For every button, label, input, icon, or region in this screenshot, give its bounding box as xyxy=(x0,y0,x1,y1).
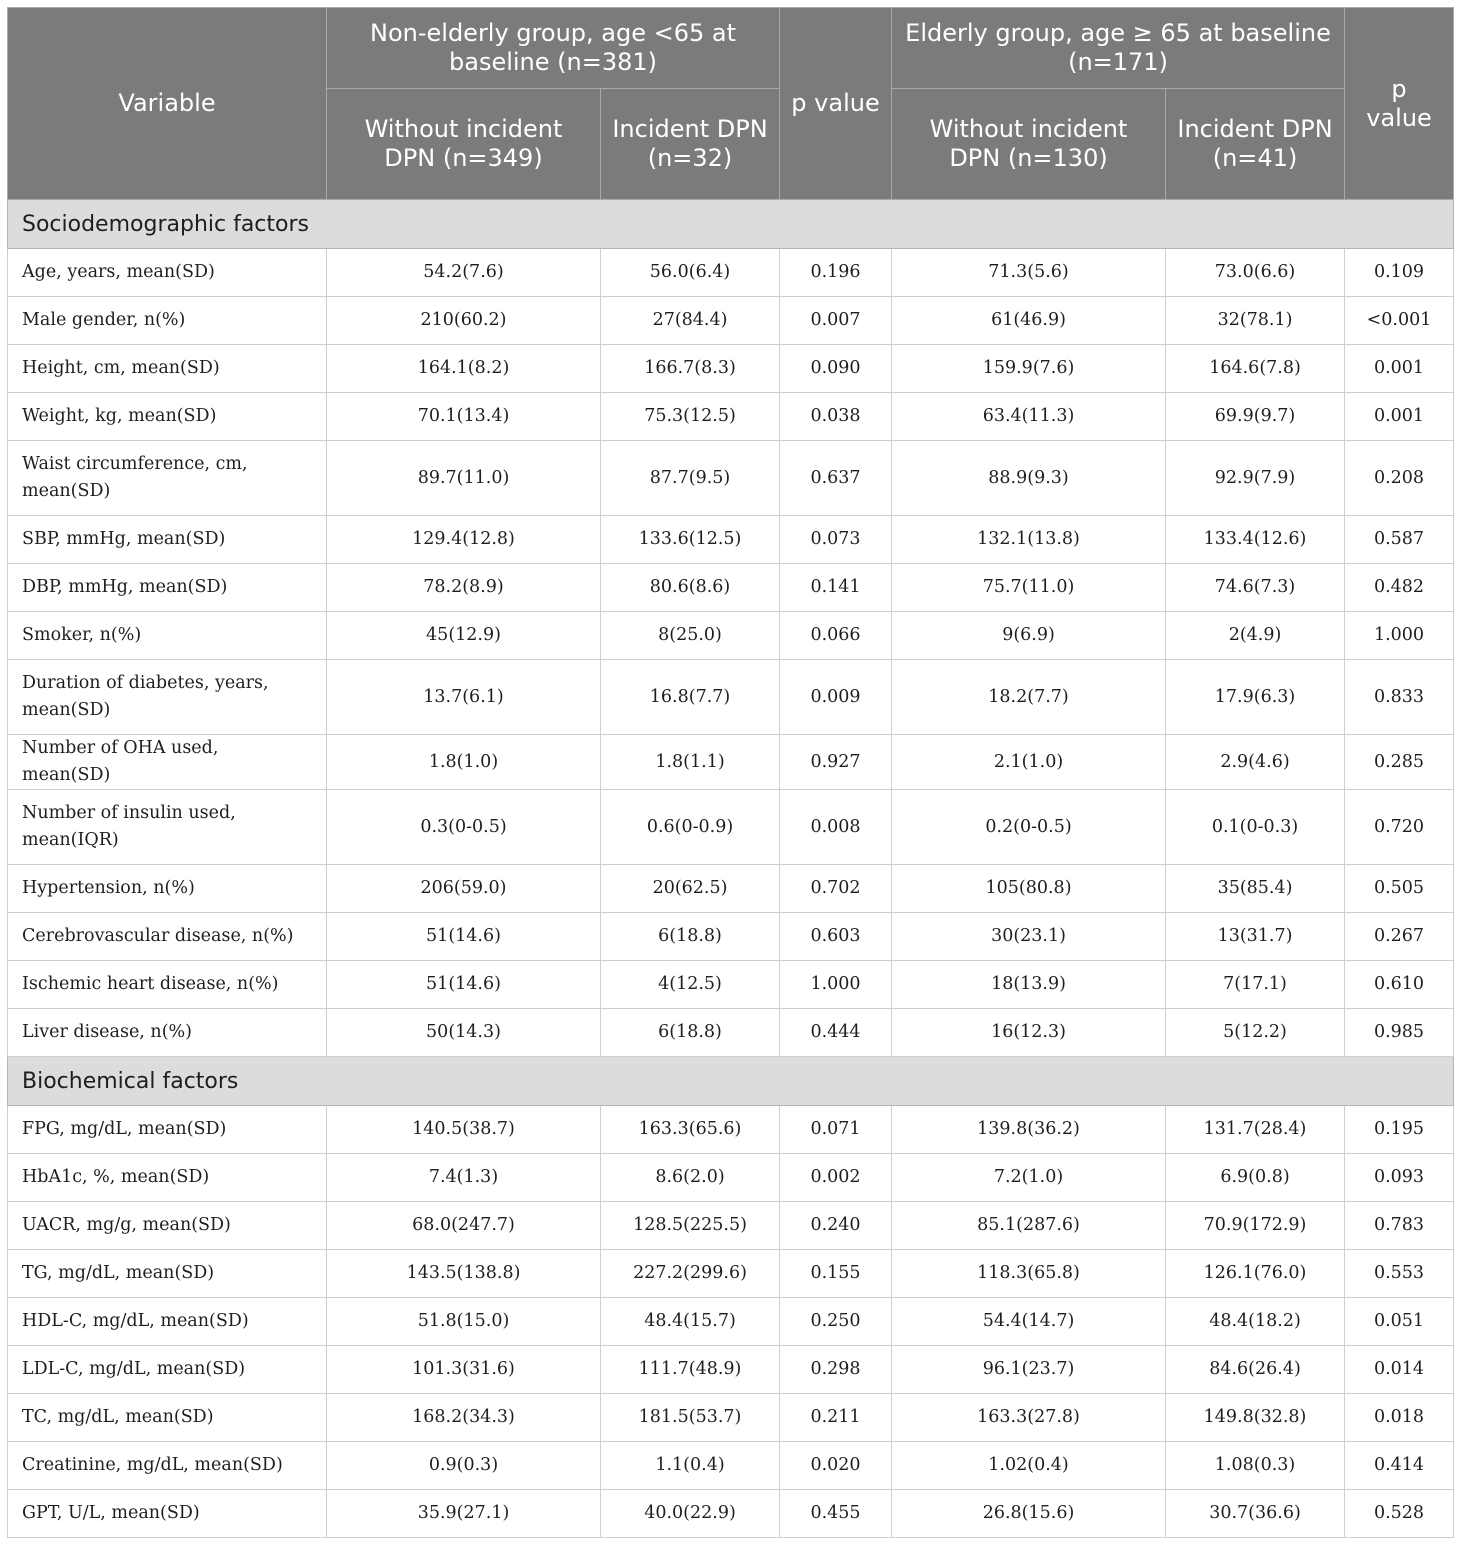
header-non-elderly-p-value: p value xyxy=(780,8,892,200)
section-title: Biochemical factors xyxy=(8,1057,1454,1106)
elderly-p-value-cell: 0.001 xyxy=(1345,393,1454,441)
section-title: Sociodemographic factors xyxy=(8,200,1454,249)
non-elderly-without-dpn-cell: 168.2(34.3) xyxy=(327,1394,601,1442)
non-elderly-without-dpn-cell: 51(14.6) xyxy=(327,961,601,1009)
header-non-elderly-group: Non-elderly group, age <65 at baseline (n=381) xyxy=(327,8,780,89)
elderly-p-value-cell: 0.482 xyxy=(1345,564,1454,612)
elderly-p-value-cell: 0.528 xyxy=(1345,1490,1454,1538)
table-row xyxy=(8,660,1454,735)
header-non-elderly-incident-dpn: Incident DPN (n=32) xyxy=(601,89,780,200)
non-elderly-incident-dpn-cell: 133.6(12.5) xyxy=(601,516,780,564)
elderly-without-dpn-cell: 118.3(65.8) xyxy=(892,1250,1166,1298)
non-elderly-incident-dpn-cell: 40.0(22.9) xyxy=(601,1490,780,1538)
elderly-p-value-cell: 0.610 xyxy=(1345,961,1454,1009)
variable-cell: HbA1c, %, mean(SD) xyxy=(8,1154,327,1202)
variable-cell: Duration of diabetes, years, mean(SD) xyxy=(8,660,327,735)
elderly-without-dpn-cell: 2.1(1.0) xyxy=(892,735,1166,790)
non-elderly-without-dpn-cell: 129.4(12.8) xyxy=(327,516,601,564)
table-row xyxy=(8,1009,1454,1057)
elderly-without-dpn-cell: 132.1(13.8) xyxy=(892,516,1166,564)
non-elderly-p-value-cell: 1.000 xyxy=(780,961,892,1009)
non-elderly-p-value-cell: 0.927 xyxy=(780,735,892,790)
non-elderly-p-value-cell: 0.071 xyxy=(780,1106,892,1154)
non-elderly-p-value-cell: 0.008 xyxy=(780,790,892,865)
elderly-p-value-cell: 0.505 xyxy=(1345,865,1454,913)
variable-cell: Liver disease, n(%) xyxy=(8,1009,327,1057)
elderly-p-value-cell: 0.833 xyxy=(1345,660,1454,735)
variable-cell: Height, cm, mean(SD) xyxy=(8,345,327,393)
variable-cell: Cerebrovascular disease, n(%) xyxy=(8,913,327,961)
non-elderly-without-dpn-cell: 0.9(0.3) xyxy=(327,1442,601,1490)
non-elderly-p-value-cell: 0.009 xyxy=(780,660,892,735)
non-elderly-without-dpn-cell: 210(60.2) xyxy=(327,297,601,345)
elderly-incident-dpn-cell: 73.0(6.6) xyxy=(1166,249,1345,297)
non-elderly-incident-dpn-cell: 8.6(2.0) xyxy=(601,1154,780,1202)
dpn-baseline-table xyxy=(7,7,1454,1538)
elderly-p-value-cell: 0.001 xyxy=(1345,345,1454,393)
variable-cell: SBP, mmHg, mean(SD) xyxy=(8,516,327,564)
elderly-p-value-cell: <0.001 xyxy=(1345,297,1454,345)
elderly-incident-dpn-cell: 164.6(7.8) xyxy=(1166,345,1345,393)
non-elderly-incident-dpn-cell: 0.6(0-0.9) xyxy=(601,790,780,865)
table-body xyxy=(8,200,1454,1538)
elderly-without-dpn-cell: 105(80.8) xyxy=(892,865,1166,913)
header-elderly-group: Elderly group, age ≥ 65 at baseline (n=171) xyxy=(892,8,1345,89)
non-elderly-incident-dpn-cell: 27(84.4) xyxy=(601,297,780,345)
table-row xyxy=(8,735,1454,790)
elderly-incident-dpn-cell: 30.7(36.6) xyxy=(1166,1490,1345,1538)
table-row xyxy=(8,913,1454,961)
elderly-incident-dpn-cell: 0.1(0-0.3) xyxy=(1166,790,1345,865)
elderly-p-value-cell: 0.208 xyxy=(1345,441,1454,516)
non-elderly-p-value-cell: 0.073 xyxy=(780,516,892,564)
elderly-incident-dpn-cell: 2(4.9) xyxy=(1166,612,1345,660)
elderly-incident-dpn-cell: 92.9(7.9) xyxy=(1166,441,1345,516)
elderly-without-dpn-cell: 61(46.9) xyxy=(892,297,1166,345)
elderly-incident-dpn-cell: 131.7(28.4) xyxy=(1166,1106,1345,1154)
variable-cell: Hypertension, n(%) xyxy=(8,865,327,913)
non-elderly-without-dpn-cell: 50(14.3) xyxy=(327,1009,601,1057)
table-row xyxy=(8,1154,1454,1202)
elderly-p-value-cell: 1.000 xyxy=(1345,612,1454,660)
variable-cell: LDL-C, mg/dL, mean(SD) xyxy=(8,1346,327,1394)
table-row xyxy=(8,249,1454,297)
elderly-without-dpn-cell: 18(13.9) xyxy=(892,961,1166,1009)
table-row xyxy=(8,564,1454,612)
non-elderly-p-value-cell: 0.444 xyxy=(780,1009,892,1057)
variable-cell: FPG, mg/dL, mean(SD) xyxy=(8,1106,327,1154)
non-elderly-p-value-cell: 0.002 xyxy=(780,1154,892,1202)
table-row xyxy=(8,1106,1454,1154)
elderly-p-value-cell: 0.051 xyxy=(1345,1298,1454,1346)
non-elderly-without-dpn-cell: 70.1(13.4) xyxy=(327,393,601,441)
non-elderly-without-dpn-cell: 78.2(8.9) xyxy=(327,564,601,612)
non-elderly-p-value-cell: 0.455 xyxy=(780,1490,892,1538)
non-elderly-p-value-cell: 0.240 xyxy=(780,1202,892,1250)
elderly-p-value-cell: 0.267 xyxy=(1345,913,1454,961)
non-elderly-incident-dpn-cell: 87.7(9.5) xyxy=(601,441,780,516)
table-row xyxy=(8,1490,1454,1538)
variable-cell: Number of OHA used, mean(SD) xyxy=(8,735,327,790)
elderly-without-dpn-cell: 139.8(36.2) xyxy=(892,1106,1166,1154)
elderly-p-value-cell: 0.018 xyxy=(1345,1394,1454,1442)
non-elderly-without-dpn-cell: 45(12.9) xyxy=(327,612,601,660)
elderly-without-dpn-cell: 7.2(1.0) xyxy=(892,1154,1166,1202)
non-elderly-p-value-cell: 0.603 xyxy=(780,913,892,961)
variable-cell: Age, years, mean(SD) xyxy=(8,249,327,297)
non-elderly-without-dpn-cell: 101.3(31.6) xyxy=(327,1346,601,1394)
elderly-incident-dpn-cell: 74.6(7.3) xyxy=(1166,564,1345,612)
elderly-incident-dpn-cell: 32(78.1) xyxy=(1166,297,1345,345)
elderly-without-dpn-cell: 63.4(11.3) xyxy=(892,393,1166,441)
non-elderly-incident-dpn-cell: 20(62.5) xyxy=(601,865,780,913)
non-elderly-without-dpn-cell: 206(59.0) xyxy=(327,865,601,913)
non-elderly-without-dpn-cell: 13.7(6.1) xyxy=(327,660,601,735)
elderly-p-value-cell: 0.783 xyxy=(1345,1202,1454,1250)
variable-cell: DBP, mmHg, mean(SD) xyxy=(8,564,327,612)
non-elderly-p-value-cell: 0.007 xyxy=(780,297,892,345)
variable-cell: Creatinine, mg/dL, mean(SD) xyxy=(8,1442,327,1490)
elderly-incident-dpn-cell: 6.9(0.8) xyxy=(1166,1154,1345,1202)
table-row xyxy=(8,1442,1454,1490)
header-elderly-p-value: p value xyxy=(1345,8,1454,200)
header-elderly-incident-dpn: Incident DPN (n=41) xyxy=(1166,89,1345,200)
non-elderly-without-dpn-cell: 89.7(11.0) xyxy=(327,441,601,516)
elderly-without-dpn-cell: 75.7(11.0) xyxy=(892,564,1166,612)
variable-cell: Ischemic heart disease, n(%) xyxy=(8,961,327,1009)
elderly-without-dpn-cell: 163.3(27.8) xyxy=(892,1394,1166,1442)
non-elderly-p-value-cell: 0.211 xyxy=(780,1394,892,1442)
non-elderly-p-value-cell: 0.298 xyxy=(780,1346,892,1394)
non-elderly-incident-dpn-cell: 6(18.8) xyxy=(601,913,780,961)
non-elderly-without-dpn-cell: 68.0(247.7) xyxy=(327,1202,601,1250)
non-elderly-without-dpn-cell: 140.5(38.7) xyxy=(327,1106,601,1154)
variable-cell: Waist circumference, cm, mean(SD) xyxy=(8,441,327,516)
elderly-p-value-cell: 0.587 xyxy=(1345,516,1454,564)
elderly-incident-dpn-cell: 7(17.1) xyxy=(1166,961,1345,1009)
elderly-p-value-cell: 0.414 xyxy=(1345,1442,1454,1490)
elderly-incident-dpn-cell: 13(31.7) xyxy=(1166,913,1345,961)
table-container xyxy=(7,7,1453,1538)
non-elderly-p-value-cell: 0.038 xyxy=(780,393,892,441)
table-row xyxy=(8,1250,1454,1298)
non-elderly-without-dpn-cell: 7.4(1.3) xyxy=(327,1154,601,1202)
non-elderly-incident-dpn-cell: 56.0(6.4) xyxy=(601,249,780,297)
table-row xyxy=(8,790,1454,865)
non-elderly-p-value-cell: 0.066 xyxy=(780,612,892,660)
non-elderly-incident-dpn-cell: 8(25.0) xyxy=(601,612,780,660)
non-elderly-incident-dpn-cell: 128.5(225.5) xyxy=(601,1202,780,1250)
non-elderly-p-value-cell: 0.141 xyxy=(780,564,892,612)
elderly-without-dpn-cell: 9(6.9) xyxy=(892,612,1166,660)
elderly-without-dpn-cell: 18.2(7.7) xyxy=(892,660,1166,735)
variable-cell: Weight, kg, mean(SD) xyxy=(8,393,327,441)
non-elderly-p-value-cell: 0.020 xyxy=(780,1442,892,1490)
elderly-without-dpn-cell: 0.2(0-0.5) xyxy=(892,790,1166,865)
elderly-p-value-cell: 0.014 xyxy=(1345,1346,1454,1394)
section-row xyxy=(8,1057,1454,1106)
elderly-incident-dpn-cell: 2.9(4.6) xyxy=(1166,735,1345,790)
non-elderly-p-value-cell: 0.155 xyxy=(780,1250,892,1298)
elderly-p-value-cell: 0.093 xyxy=(1345,1154,1454,1202)
elderly-incident-dpn-cell: 17.9(6.3) xyxy=(1166,660,1345,735)
variable-cell: Number of insulin used, mean(IQR) xyxy=(8,790,327,865)
elderly-without-dpn-cell: 16(12.3) xyxy=(892,1009,1166,1057)
table-header xyxy=(8,8,1454,200)
non-elderly-incident-dpn-cell: 48.4(15.7) xyxy=(601,1298,780,1346)
elderly-without-dpn-cell: 88.9(9.3) xyxy=(892,441,1166,516)
elderly-p-value-cell: 0.553 xyxy=(1345,1250,1454,1298)
elderly-without-dpn-cell: 54.4(14.7) xyxy=(892,1298,1166,1346)
elderly-incident-dpn-cell: 84.6(26.4) xyxy=(1166,1346,1345,1394)
elderly-without-dpn-cell: 1.02(0.4) xyxy=(892,1442,1166,1490)
non-elderly-without-dpn-cell: 0.3(0-0.5) xyxy=(327,790,601,865)
non-elderly-incident-dpn-cell: 1.1(0.4) xyxy=(601,1442,780,1490)
non-elderly-p-value-cell: 0.637 xyxy=(780,441,892,516)
non-elderly-incident-dpn-cell: 181.5(53.7) xyxy=(601,1394,780,1442)
elderly-p-value-cell: 0.985 xyxy=(1345,1009,1454,1057)
non-elderly-incident-dpn-cell: 16.8(7.7) xyxy=(601,660,780,735)
non-elderly-incident-dpn-cell: 163.3(65.6) xyxy=(601,1106,780,1154)
non-elderly-without-dpn-cell: 51.8(15.0) xyxy=(327,1298,601,1346)
elderly-incident-dpn-cell: 1.08(0.3) xyxy=(1166,1442,1345,1490)
non-elderly-p-value-cell: 0.702 xyxy=(780,865,892,913)
table-row xyxy=(8,961,1454,1009)
table-row xyxy=(8,865,1454,913)
variable-cell: UACR, mg/g, mean(SD) xyxy=(8,1202,327,1250)
table-row xyxy=(8,612,1454,660)
elderly-without-dpn-cell: 159.9(7.6) xyxy=(892,345,1166,393)
variable-cell: Smoker, n(%) xyxy=(8,612,327,660)
table-row xyxy=(8,393,1454,441)
table-row xyxy=(8,345,1454,393)
elderly-incident-dpn-cell: 149.8(32.8) xyxy=(1166,1394,1345,1442)
non-elderly-without-dpn-cell: 1.8(1.0) xyxy=(327,735,601,790)
non-elderly-without-dpn-cell: 35.9(27.1) xyxy=(327,1490,601,1538)
non-elderly-without-dpn-cell: 164.1(8.2) xyxy=(327,345,601,393)
elderly-incident-dpn-cell: 35(85.4) xyxy=(1166,865,1345,913)
elderly-without-dpn-cell: 26.8(15.6) xyxy=(892,1490,1166,1538)
elderly-without-dpn-cell: 85.1(287.6) xyxy=(892,1202,1166,1250)
non-elderly-incident-dpn-cell: 111.7(48.9) xyxy=(601,1346,780,1394)
header-non-elderly-without-dpn: Without incident DPN (n=349) xyxy=(327,89,601,200)
non-elderly-incident-dpn-cell: 166.7(8.3) xyxy=(601,345,780,393)
elderly-incident-dpn-cell: 48.4(18.2) xyxy=(1166,1298,1345,1346)
elderly-p-value-cell: 0.195 xyxy=(1345,1106,1454,1154)
non-elderly-incident-dpn-cell: 75.3(12.5) xyxy=(601,393,780,441)
non-elderly-without-dpn-cell: 54.2(7.6) xyxy=(327,249,601,297)
elderly-incident-dpn-cell: 70.9(172.9) xyxy=(1166,1202,1345,1250)
variable-cell: TG, mg/dL, mean(SD) xyxy=(8,1250,327,1298)
non-elderly-incident-dpn-cell: 80.6(8.6) xyxy=(601,564,780,612)
elderly-incident-dpn-cell: 133.4(12.6) xyxy=(1166,516,1345,564)
non-elderly-p-value-cell: 0.196 xyxy=(780,249,892,297)
table-row xyxy=(8,297,1454,345)
table-row xyxy=(8,1346,1454,1394)
elderly-incident-dpn-cell: 126.1(76.0) xyxy=(1166,1250,1345,1298)
variable-cell: GPT, U/L, mean(SD) xyxy=(8,1490,327,1538)
table-row xyxy=(8,441,1454,516)
elderly-without-dpn-cell: 30(23.1) xyxy=(892,913,1166,961)
section-row xyxy=(8,200,1454,249)
non-elderly-without-dpn-cell: 143.5(138.8) xyxy=(327,1250,601,1298)
non-elderly-incident-dpn-cell: 227.2(299.6) xyxy=(601,1250,780,1298)
variable-cell: Male gender, n(%) xyxy=(8,297,327,345)
header-elderly-without-dpn: Without incident DPN (n=130) xyxy=(892,89,1166,200)
table-row xyxy=(8,1202,1454,1250)
variable-cell: HDL-C, mg/dL, mean(SD) xyxy=(8,1298,327,1346)
elderly-p-value-cell: 0.109 xyxy=(1345,249,1454,297)
elderly-without-dpn-cell: 71.3(5.6) xyxy=(892,249,1166,297)
non-elderly-p-value-cell: 0.090 xyxy=(780,345,892,393)
non-elderly-incident-dpn-cell: 6(18.8) xyxy=(601,1009,780,1057)
variable-cell: TC, mg/dL, mean(SD) xyxy=(8,1394,327,1442)
non-elderly-without-dpn-cell: 51(14.6) xyxy=(327,913,601,961)
non-elderly-incident-dpn-cell: 4(12.5) xyxy=(601,961,780,1009)
elderly-incident-dpn-cell: 5(12.2) xyxy=(1166,1009,1345,1057)
non-elderly-incident-dpn-cell: 1.8(1.1) xyxy=(601,735,780,790)
table-row xyxy=(8,1298,1454,1346)
elderly-p-value-cell: 0.285 xyxy=(1345,735,1454,790)
elderly-without-dpn-cell: 96.1(23.7) xyxy=(892,1346,1166,1394)
elderly-incident-dpn-cell: 69.9(9.7) xyxy=(1166,393,1345,441)
table-row xyxy=(8,1394,1454,1442)
table-row xyxy=(8,516,1454,564)
elderly-p-value-cell: 0.720 xyxy=(1345,790,1454,865)
header-variable: Variable xyxy=(8,8,327,200)
non-elderly-p-value-cell: 0.250 xyxy=(780,1298,892,1346)
